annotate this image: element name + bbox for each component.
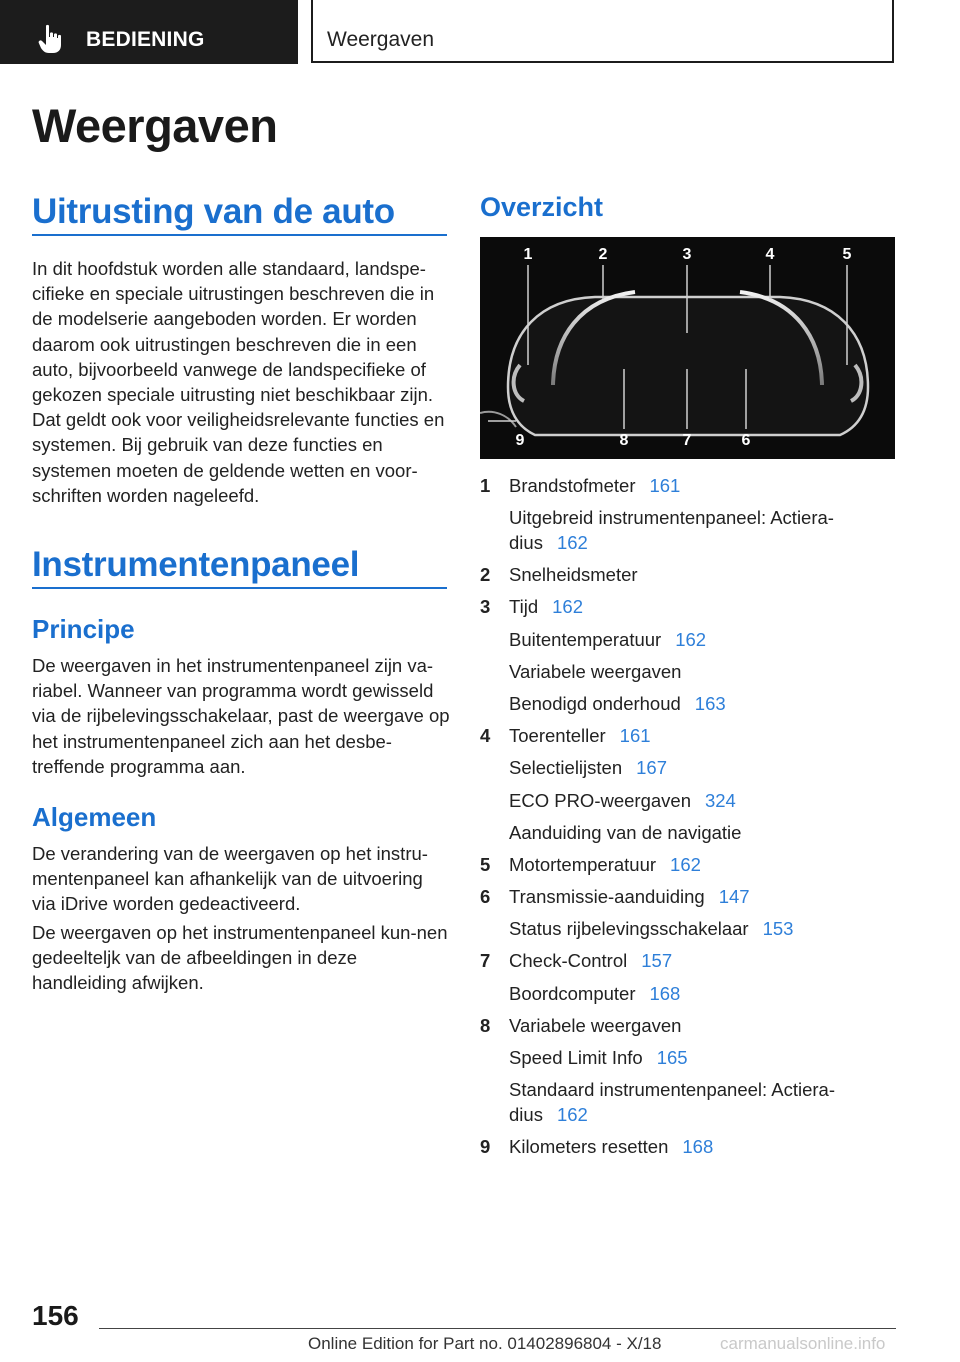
page-reference-link[interactable]: 165: [656, 1047, 688, 1068]
legend-label: Speed Limit Info: [509, 1047, 643, 1068]
page-reference-link[interactable]: 162: [556, 532, 588, 554]
equipment-paragraph: In dit hoofdstuk worden alle standaard, landspe-cifieke en speciale uitrustingen beschreven die in de modelserie aangeboden worden. Er worden daarom ook uitrustingen beschreven die in een auto, bijvoorbeeld vanwege de landspecifieke of gekozen speciale uitrusting niet beschikbaar zijn. Dat geldt ook voor veiligheidsrelevante functies en systemen. Bij gebruik van deze functies en systemen moeten de geldende wetten en voor-schriften worden nageleefd.: [32, 258, 445, 506]
legend-text-wrap: [509, 881, 750, 913]
page-reference-link[interactable]: 168: [649, 982, 681, 1004]
page-reference-link[interactable]: 324: [704, 789, 736, 811]
legend-text-wrap: [509, 1010, 681, 1042]
page-reference-link[interactable]: 162: [675, 628, 707, 650]
legend-item: [480, 502, 900, 559]
callout-6: 6: [741, 432, 751, 449]
general-paragraph-2: De weergaven op het instrumentenpaneel kun-nen gedeelteljk van de afbeeldingen in deze handleiding afwijken.: [32, 922, 448, 994]
legend-label: ECO PRO-weergaven: [509, 789, 691, 811]
legend-text-wrap: [509, 1077, 859, 1127]
legend-text-wrap: [509, 945, 672, 977]
heading-rule: [32, 587, 447, 589]
legend-text-wrap: [509, 656, 681, 688]
legend-text-wrap: [509, 978, 680, 1010]
callout-2: 2: [598, 246, 608, 263]
page-reference-link[interactable]: 161: [649, 475, 681, 496]
page-reference-link[interactable]: 163: [694, 692, 726, 714]
legend-text-wrap: [509, 470, 680, 502]
legend-number: 9: [480, 1136, 491, 1158]
legend-item: [480, 785, 900, 817]
instrument-cluster-figure: [480, 237, 895, 459]
legend-text-wrap: [509, 849, 701, 881]
legend-number: 8: [480, 1014, 491, 1036]
hand-pointer-icon: [38, 24, 64, 54]
legend-text-wrap: [509, 624, 706, 656]
legend-text-wrap: [509, 505, 859, 555]
legend-number: 4: [480, 725, 491, 747]
legend-item: [480, 817, 900, 849]
footer-rule: [99, 1328, 896, 1329]
callout-7: 7: [682, 432, 692, 449]
page-reference-link[interactable]: 162: [670, 853, 701, 875]
legend-label: Motortemperatuur: [509, 853, 657, 875]
legend-item: [480, 656, 900, 688]
legend-item: [480, 1074, 900, 1131]
legend-number: 5: [480, 853, 491, 875]
heading-overview: Overzicht: [480, 192, 604, 222]
edition-text: Online Edition for Part no. 01402896804 - X/18: [308, 1334, 662, 1353]
legend-label: Boordcomputer: [509, 982, 636, 1004]
legend-number: 6: [480, 886, 491, 908]
legend-number: 3: [480, 596, 491, 618]
legend-item: [480, 945, 900, 977]
legend-label: Toerenteller: [509, 725, 606, 747]
legend-label: Variabele weergaven: [509, 660, 682, 682]
legend-label: Snelheidsmeter: [509, 564, 638, 586]
chapter-tab-label: Weergaven: [327, 28, 435, 51]
legend-item: [480, 624, 900, 656]
legend-text-wrap: [509, 591, 583, 623]
heading-general: Algemeen: [32, 802, 157, 832]
heading-equipment: Uitrusting van de auto: [32, 192, 395, 231]
legend-item: [480, 720, 900, 752]
general-paragraph-1: De verandering van de weergaven op het instru-mentenpaneel kan afhankelijk van de uitvoering via iDrive worden gedeactiveerd.: [32, 843, 428, 915]
heading-instrument-panel: Instrumentenpaneel: [32, 545, 360, 584]
page-reference-link[interactable]: 153: [762, 918, 794, 940]
legend-item: [480, 1042, 900, 1074]
legend-label: Benodigd onderhoud: [509, 692, 681, 714]
legend-label: Check-Control: [509, 950, 628, 972]
page-reference-link[interactable]: 161: [619, 725, 651, 747]
heading-principle: Principe: [32, 614, 135, 644]
principle-paragraph: De weergaven in het instrumentenpaneel zijn va-riabel. Wanneer van programma wordt gewisseld via de rijbelevingsschakelaar, past de weergave op het instrumentenpaneel zich aan het desbe-treffende programma aan.: [32, 655, 450, 777]
section-tab-label: BEDIENING: [86, 28, 205, 51]
callout-3: 3: [682, 246, 692, 263]
legend-item: [480, 849, 900, 881]
page-number: 156: [32, 1300, 79, 1331]
legend-text-wrap: [509, 913, 793, 945]
legend-item: [480, 881, 900, 913]
legend-item: [480, 978, 900, 1010]
legend-label: Selectielijsten: [509, 757, 623, 779]
legend-number: 1: [480, 475, 491, 496]
legend-number: 7: [480, 950, 491, 972]
legend-item: [480, 688, 900, 720]
legend-label: Standaard instrumentenpaneel: Actiera-dius: [509, 1079, 836, 1126]
section-tab: [0, 0, 298, 64]
page-reference-link[interactable]: 168: [682, 1136, 714, 1158]
legend-text-wrap: [509, 817, 741, 849]
legend-text-wrap: [509, 1042, 688, 1074]
page-reference-link[interactable]: 157: [641, 950, 673, 972]
legend-item: [480, 752, 900, 784]
legend-list: [480, 470, 900, 1163]
legend-label: Brandstofmeter: [509, 475, 636, 496]
legend-text-wrap: [509, 720, 651, 752]
legend-item: [480, 591, 900, 623]
callout-9: 9: [515, 432, 525, 449]
legend-label: Aanduiding van de navigatie: [509, 821, 742, 843]
legend-label: Uitgebreid instrumentenpaneel: Actiera-dius: [509, 507, 834, 554]
page-reference-link[interactable]: 162: [552, 596, 583, 618]
legend-label: Buitentemperatuur: [509, 628, 662, 650]
legend-text-wrap: [509, 1131, 713, 1163]
legend-item: [480, 913, 900, 945]
legend-label: Variabele weergaven: [509, 1014, 682, 1036]
chapter-tab: [311, 0, 894, 63]
legend-number: 2: [480, 564, 491, 586]
legend-text-wrap: [509, 559, 638, 591]
page-reference-link[interactable]: 167: [636, 757, 667, 779]
page-reference-link[interactable]: 147: [718, 886, 750, 908]
legend-item: [480, 1131, 900, 1163]
legend-item: [480, 1010, 900, 1042]
watermark: carmanualsonline.info: [720, 1334, 886, 1353]
legend-item: [480, 470, 900, 502]
callout-5: 5: [842, 246, 852, 263]
legend-text-wrap: [509, 785, 736, 817]
page-reference-link[interactable]: 162: [556, 1104, 588, 1126]
page-title: Weergaven: [32, 99, 278, 152]
legend-label: Status rijbelevingsschakelaar: [509, 918, 749, 940]
callout-1: 1: [523, 246, 533, 263]
callout-4: 4: [765, 246, 775, 263]
legend-text-wrap: [509, 688, 726, 720]
legend-label: Tijd: [509, 596, 539, 618]
legend-text-wrap: [509, 752, 667, 784]
heading-rule: [32, 234, 447, 236]
legend-item: [480, 559, 900, 591]
legend-label: Transmissie-aanduiding: [509, 886, 705, 908]
legend-label: Kilometers resetten: [509, 1136, 669, 1158]
callout-8: 8: [619, 432, 629, 449]
instrument-cluster-drawing: [480, 237, 895, 459]
